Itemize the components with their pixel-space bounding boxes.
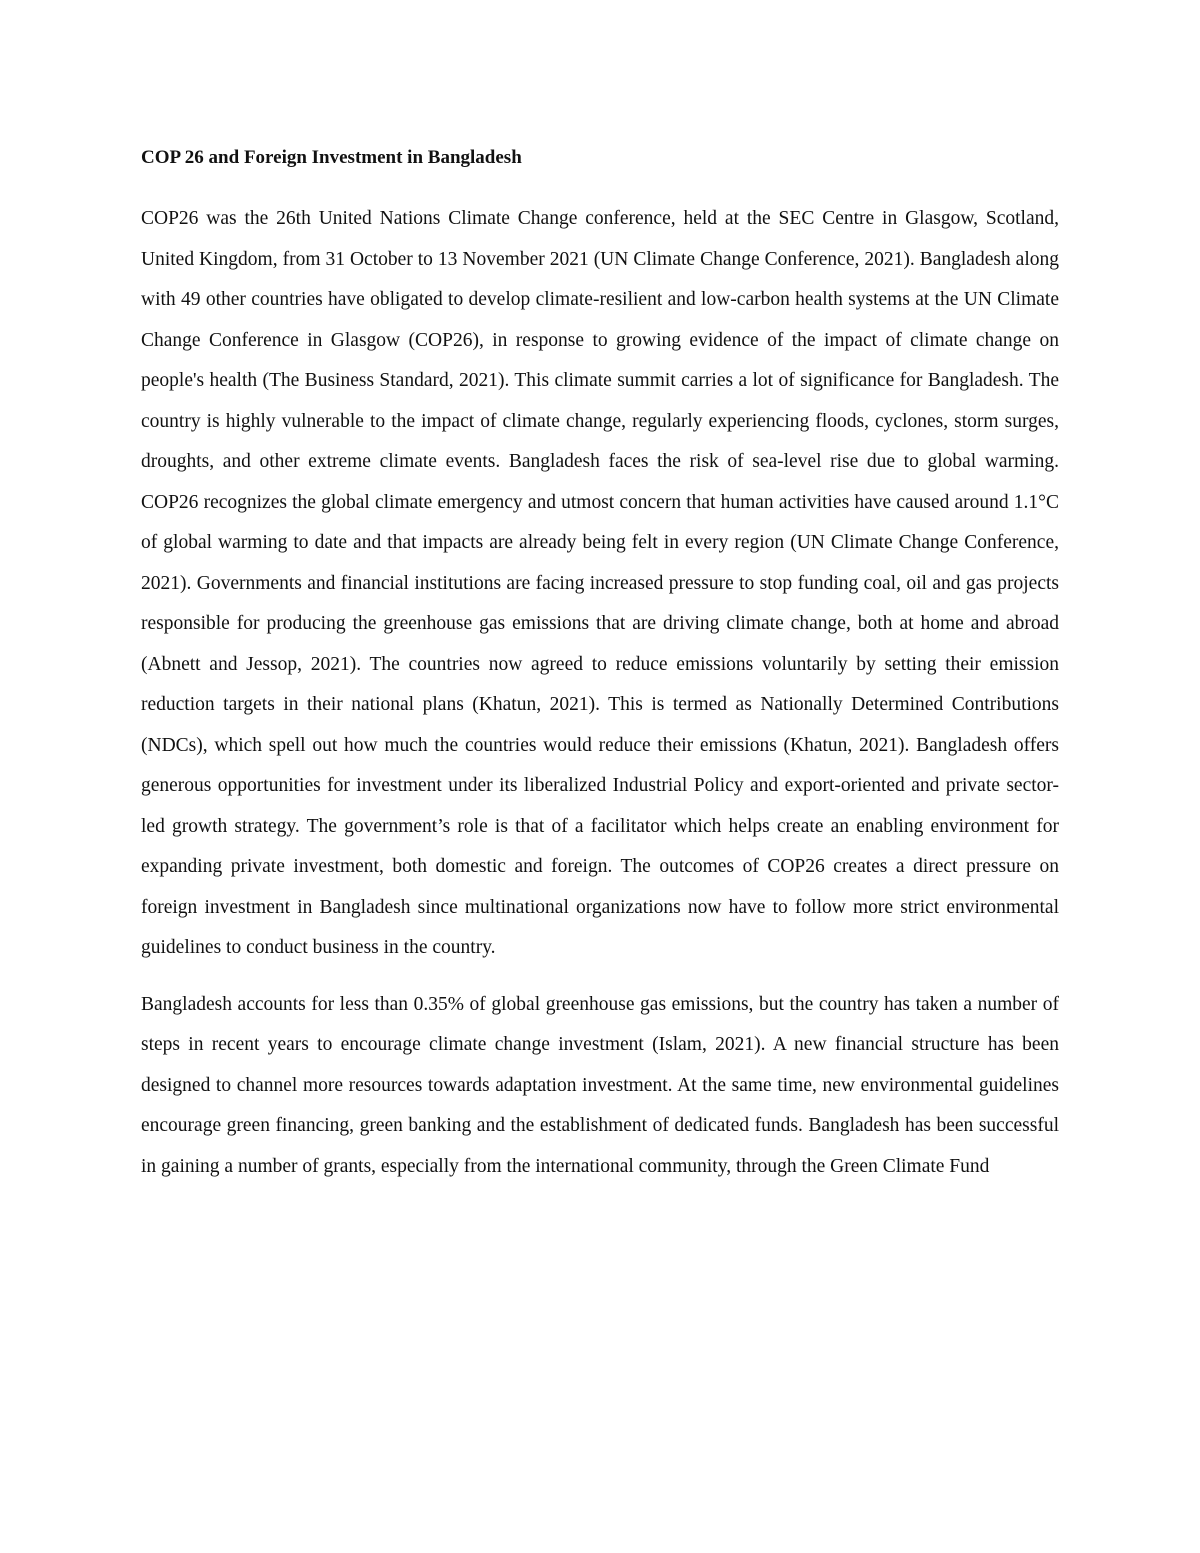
paragraph-2: Bangladesh accounts for less than 0.35% of global greenhouse gas emissions, but the country has taken a number of steps in recent years to encourage climate change investment (Islam, 2021). A new financial structure has been designed to channel more resources towards adaptation investment. At the same time, new environmental guidelines encourage green financing, green banking and the establishment of dedicated funds. Bangladesh has been successful in gaining a number of grants, especially from the international community, through the Green Climate Fund	[141, 993, 1059, 1177]
paragraph-1: COP26 was the 26th United Nations Climate Change conference, held at the SEC Centre in Glasgow, Scotland, United Kingdom, from 31 October to 13 November 2021 (UN Climate Change Conference, 2021). Bangladesh along with 49 other countries have obligated to develop climate-resilient and low-carbon health systems at the UN Climate Change Conference in Glasgow (COP26), in response to growing evidence of the impact of climate change on people's health (The Business Standard, 2021). This climate summit carries a lot of significance for Bangladesh. The country is highly vulnerable to the impact of climate change, regularly experiencing floods, cyclones, storm surges, droughts, and other extreme climate events. Bangladesh faces the risk of sea-level rise due to global warming. COP26 recognizes the global climate emergency and utmost concern that human activities have caused around 1.1°C of global warming to date and that impacts are already being felt in every region (UN Climate Change Conference, 2021). Governments and financial institutions are facing increased pressure to stop funding coal, oil and gas projects responsible for producing the greenhouse gas emissions that are driving climate change, both at home and abroad (Abnett and Jessop, 2021). The countries now agreed to reduce emissions voluntarily by setting their emission reduction targets in their national plans (Khatun, 2021). This is termed as Nationally Determined Contributions (NDCs), which spell out how much the countries would reduce their emissions (Khatun, 2021). Bangladesh offers generous opportunities for investment under its liberalized Industrial Policy and export-oriented and private sector-led growth strategy. The government’s role is that of a facilitator which helps create an enabling environment for expanding private investment, both domestic and foreign. The outcomes of COP26 creates a direct pressure on foreign investment in Bangladesh since multinational organizations now have to follow more strict environmental guidelines to conduct business in the country.	[141, 208, 1059, 958]
document-body	[141, 143, 1059, 1203]
document-title: COP 26 and Foreign Investment in Bangladesh	[141, 147, 522, 168]
